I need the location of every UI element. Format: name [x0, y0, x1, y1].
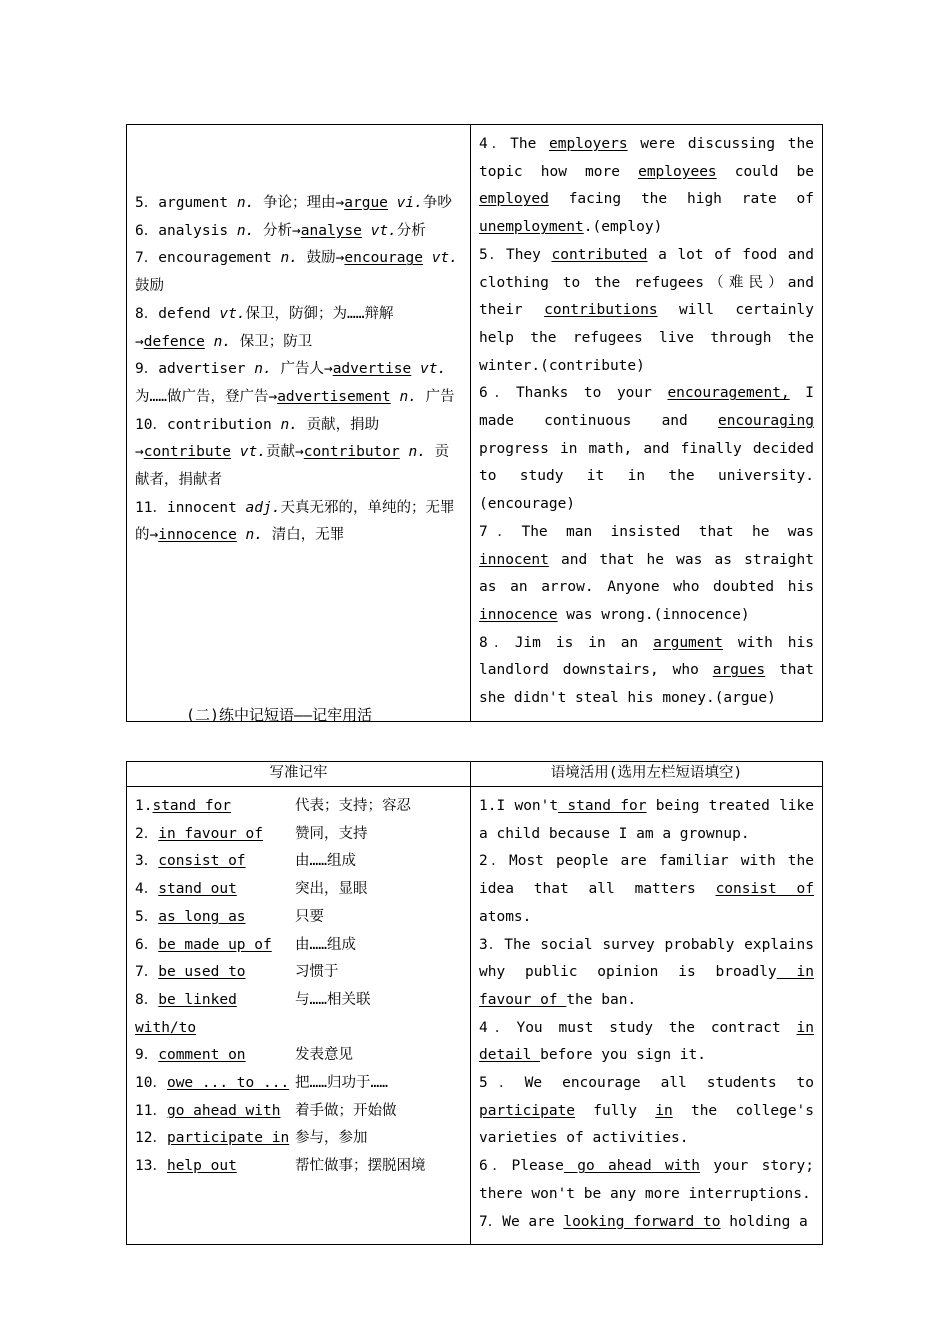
phrase-meaning: 发表意见: [295, 1047, 353, 1064]
text-run: n.: [236, 222, 255, 239]
phrase-entry: [135, 876, 462, 904]
phrase-term: [135, 959, 295, 987]
text-run: 2．Most people are familiar with the idea that all matters: [479, 853, 814, 898]
phrase-entry: [135, 987, 462, 1042]
word-entry: [135, 245, 462, 300]
phrase-text: be used to: [158, 964, 246, 981]
phrase-number: 10．: [135, 1075, 167, 1092]
text-run: fully: [575, 1102, 656, 1119]
text-run: 清白，无罪: [263, 527, 345, 544]
text-run: [205, 334, 214, 350]
text-run: 6．Thanks to your: [479, 385, 668, 402]
text-run: n.: [245, 527, 264, 544]
text-run: 鼓励→: [297, 250, 345, 267]
text-run: 广告人→: [271, 361, 333, 378]
text-run: holding a: [720, 1213, 808, 1230]
phrase-entry: [135, 1042, 462, 1070]
phrase-meaning: 把……归功于……: [295, 1075, 388, 1092]
phrase-text: stand out: [158, 881, 237, 898]
phrase-term: [135, 1098, 295, 1126]
phrase-text: comment on: [158, 1047, 246, 1064]
practice-sentence: [479, 380, 814, 519]
answer-blank: innocence: [158, 527, 237, 544]
answer-blank: innocent: [479, 551, 549, 568]
phrase-meaning: 只要: [295, 908, 324, 925]
answer-blank: employers: [548, 136, 628, 152]
phrase-number: 2．: [135, 825, 159, 842]
text-run: 5．argument: [135, 195, 237, 211]
phrase-text: in favour of: [158, 825, 263, 842]
text-run: and that he was as straight as an arrow. Anyone who doubted his: [479, 551, 814, 596]
text-run: vt.: [239, 444, 266, 461]
phrase-meaning: 突出，显眼: [295, 881, 368, 898]
text-run: 贡献→: [265, 444, 304, 461]
answer-blank: defence: [143, 333, 205, 350]
phrase-term: [135, 848, 295, 876]
answer-blank: encourage: [344, 250, 423, 267]
text-run: [388, 195, 397, 211]
answer-blank: participate: [479, 1102, 576, 1119]
text-run: 贡献，捐助→: [135, 416, 380, 461]
phrase-term: [135, 1070, 295, 1098]
practice-sentence: [479, 131, 814, 242]
phrase-meaning: 与……相关联: [295, 991, 371, 1008]
text-run: n.: [408, 444, 426, 461]
word-entry: [135, 495, 462, 550]
phrase-text: participate in: [166, 1130, 290, 1147]
phrase-number: 7．: [135, 964, 159, 981]
phrase-number: 8．: [135, 991, 159, 1008]
phrase-sentence: [479, 932, 814, 1015]
phrase-practice-list: [479, 793, 814, 1236]
answer-blank: employed: [479, 191, 549, 208]
phrase-text: as long as: [158, 908, 246, 925]
phrase-entry: [135, 1153, 462, 1181]
phrase-entry: [135, 1125, 462, 1153]
phrase-text: owe ... to ...: [166, 1075, 290, 1092]
text-run: 保卫；防卫: [231, 333, 313, 350]
phrase-number: 13．: [135, 1158, 167, 1175]
phrase-term: [135, 987, 295, 1042]
text-run: 争吵: [422, 195, 452, 211]
phrase-entry: [135, 959, 462, 987]
text-run: the college's varieties of activities.: [479, 1102, 815, 1147]
phrase-number: 9．: [135, 1047, 159, 1064]
phrase-text: stand for: [152, 798, 232, 814]
text-run: 4．You must study the contract: [479, 1019, 797, 1036]
phrase-entry: [135, 1070, 462, 1098]
text-run: that she didn't steal his money.(argue): [479, 662, 814, 707]
phrase-meaning: 参与，参加: [295, 1130, 368, 1147]
phrase-header-right: 语境活用(选用左栏短语填空): [471, 762, 823, 787]
phrase-term: [135, 876, 295, 904]
phrase-meaning: 由……组成: [295, 853, 356, 870]
answer-blank: encouragement,: [667, 385, 790, 402]
text-run: 3．The social survey probably explains why public opinion is broadly: [479, 936, 814, 981]
answer-blank: advertise: [332, 361, 412, 378]
phrase-number: 5．: [135, 908, 159, 925]
answer-blank: argument: [653, 634, 723, 651]
phrase-number: 3．: [135, 853, 159, 870]
phrase-text: help out: [166, 1158, 237, 1175]
phrase-meaning: 习惯于: [295, 964, 339, 981]
answer-blank: contribute: [143, 444, 232, 461]
answer-blank: go ahead with: [563, 1158, 700, 1175]
phrase-meaning: 着手做；开始做: [295, 1102, 397, 1119]
phrase-entry: [135, 793, 462, 821]
phrase-entry: [135, 1098, 462, 1126]
word-entry: [135, 412, 462, 495]
text-run: 广告: [416, 388, 455, 405]
text-run: was wrong.(innocence): [557, 606, 750, 623]
phrase-number: 4．: [135, 881, 159, 898]
phrase-sentence: [479, 1015, 814, 1070]
text-run: vt.: [431, 250, 458, 267]
text-run: [362, 223, 371, 239]
text-run: vt.: [219, 305, 246, 322]
text-run: 5．They: [479, 246, 552, 263]
text-run: vt.: [420, 361, 447, 378]
answer-blank: argue: [344, 195, 388, 211]
phrase-entry: [135, 848, 462, 876]
text-run: 11．innocent: [135, 499, 246, 516]
text-run: 1.I won't: [479, 798, 559, 814]
text-run: [423, 250, 432, 266]
text-run: facing the high rate of: [548, 191, 814, 208]
text-run: [231, 444, 240, 460]
text-run: 7．encouragement: [135, 250, 281, 267]
word-practice-list: [479, 131, 814, 713]
phrase-term: [135, 1125, 295, 1153]
answer-blank: encouraging: [717, 413, 814, 430]
text-run: were discussing the topic how more: [479, 136, 814, 180]
text-run: 9．advertiser: [135, 361, 255, 378]
text-run: 7．The man insisted that he was: [479, 523, 814, 540]
text-run: n.: [236, 195, 255, 211]
text-run: 贡献者，捐献者: [135, 444, 450, 489]
phrase-text: consist of: [158, 853, 246, 870]
text-run: n.: [280, 416, 298, 433]
text-run: 天真无邪的，单纯的；无罪的→: [135, 499, 455, 544]
phrase-sentence: [479, 1153, 814, 1208]
text-run: 分析: [396, 222, 426, 239]
text-run: 5．We encourage all students to: [479, 1075, 814, 1092]
answer-blank: unemployment: [479, 219, 584, 236]
text-run: n.: [213, 333, 232, 350]
phrase-number: 11．: [135, 1102, 167, 1119]
phrase-text: be linked with/to: [135, 991, 237, 1036]
text-run: vt.: [370, 222, 397, 239]
phrase-number: 6．: [135, 936, 159, 953]
text-run: progress in math, and finally decided to study it in the university.(encourage): [479, 440, 814, 513]
text-run: being treated like a child because I am a grownup.: [479, 798, 814, 842]
phrase-term: [135, 821, 295, 849]
text-run: .(employ): [583, 219, 663, 236]
text-run: 6．analysis: [135, 222, 237, 239]
word-entry: [135, 301, 462, 356]
text-run: the ban.: [566, 991, 637, 1008]
phrase-sentence: [479, 1209, 814, 1237]
word-entry: [135, 218, 462, 246]
phrase-term: [135, 1153, 295, 1181]
text-run: [411, 361, 420, 377]
phrase-meaning: 帮忙做事；摆脱困境: [295, 1158, 426, 1175]
word-list-cell: [127, 125, 471, 722]
text-run: [237, 527, 246, 543]
phrase-meaning: 代表；支持；容忍: [295, 798, 411, 814]
answer-blank: consist of: [715, 881, 814, 898]
answer-blank: stand for: [558, 798, 647, 814]
phrase-term: [135, 932, 295, 960]
text-run: with his landlord downstairs, who: [479, 634, 815, 679]
answer-blank: analyse: [300, 222, 362, 239]
phrase-meaning: 由……组成: [295, 936, 356, 953]
text-run: before you sign it.: [540, 1047, 706, 1064]
text-run: 8．Jim is in an: [479, 634, 654, 651]
text-run: 8．defend: [135, 305, 220, 322]
text-run: vi.: [396, 195, 423, 211]
text-run: n.: [280, 250, 298, 267]
answer-blank: in: [655, 1102, 673, 1119]
phrase-entry: [135, 904, 462, 932]
phrase-practice-cell: [471, 787, 823, 1245]
practice-sentence: [479, 242, 814, 381]
text-run: 10．contribution: [135, 416, 281, 433]
text-run: 鼓励: [135, 278, 164, 295]
text-run: 保卫，防御；为……辩解→: [135, 305, 394, 350]
phrase-term: [135, 1042, 295, 1070]
phrase-text: go ahead with: [166, 1102, 281, 1119]
text-run: n.: [254, 361, 272, 378]
text-run: n.: [399, 388, 417, 405]
text-run: will certainly help the refugees live through the winter.(contribute): [479, 302, 814, 374]
word-entry: [135, 356, 462, 411]
phrase-term: [135, 793, 295, 821]
phrase-sentence: [479, 848, 814, 931]
text-run: 6．Please: [479, 1158, 564, 1175]
section-heading: (二)练中记短语——记牢用活: [186, 706, 373, 724]
text-run: adj.: [245, 499, 281, 516]
practice-sentence: [479, 519, 814, 630]
word-practice-cell: [471, 125, 823, 722]
phrase-text: be made up of: [158, 936, 272, 953]
answer-blank: contributor: [303, 444, 400, 461]
phrase-header-left: 写准记牢: [127, 762, 471, 787]
text-run: 争论；理由→: [254, 195, 345, 211]
word-list: [135, 190, 462, 550]
answer-blank: argues: [712, 662, 766, 679]
answer-blank: employees: [638, 163, 717, 180]
practice-sentence: [479, 630, 814, 713]
text-run: 为……做广告，登广告→: [135, 388, 278, 405]
answer-blank: in favour of: [479, 964, 814, 1008]
text-run: atoms.: [479, 908, 532, 925]
text-run: your story; there won't be any more interruptions.: [479, 1158, 815, 1202]
phrase-entry: [135, 821, 462, 849]
answer-blank: in detail: [479, 1019, 814, 1064]
phrase-number: 12．: [135, 1130, 167, 1147]
text-run: 4．The: [479, 136, 549, 152]
phrase-number: 1.: [135, 798, 153, 814]
phrase-meaning: 赞同，支持: [295, 825, 368, 842]
answer-blank: innocence: [479, 606, 558, 623]
phrase-list: [135, 793, 462, 1181]
word-transformation-table: [126, 124, 823, 722]
text-run: could be: [716, 163, 814, 180]
phrase-table: [126, 761, 823, 1245]
phrase-list-cell: [127, 787, 471, 1245]
text-run: a lot of food and clothing to the refugees（难民）and their: [479, 246, 814, 319]
text-run: 分析→: [254, 222, 301, 239]
answer-blank: looking forward to: [563, 1213, 721, 1230]
phrase-term: [135, 904, 295, 932]
text-run: I made continuous and: [479, 385, 814, 430]
answer-blank: contributed: [551, 246, 648, 263]
text-run: 7．We are: [479, 1213, 564, 1230]
phrase-sentence: [479, 1070, 814, 1153]
phrase-sentence: [479, 793, 814, 848]
answer-blank: advertisement: [277, 388, 391, 405]
phrase-entry: [135, 932, 462, 960]
answer-blank: contributions: [544, 302, 658, 319]
word-entry: [135, 190, 462, 218]
